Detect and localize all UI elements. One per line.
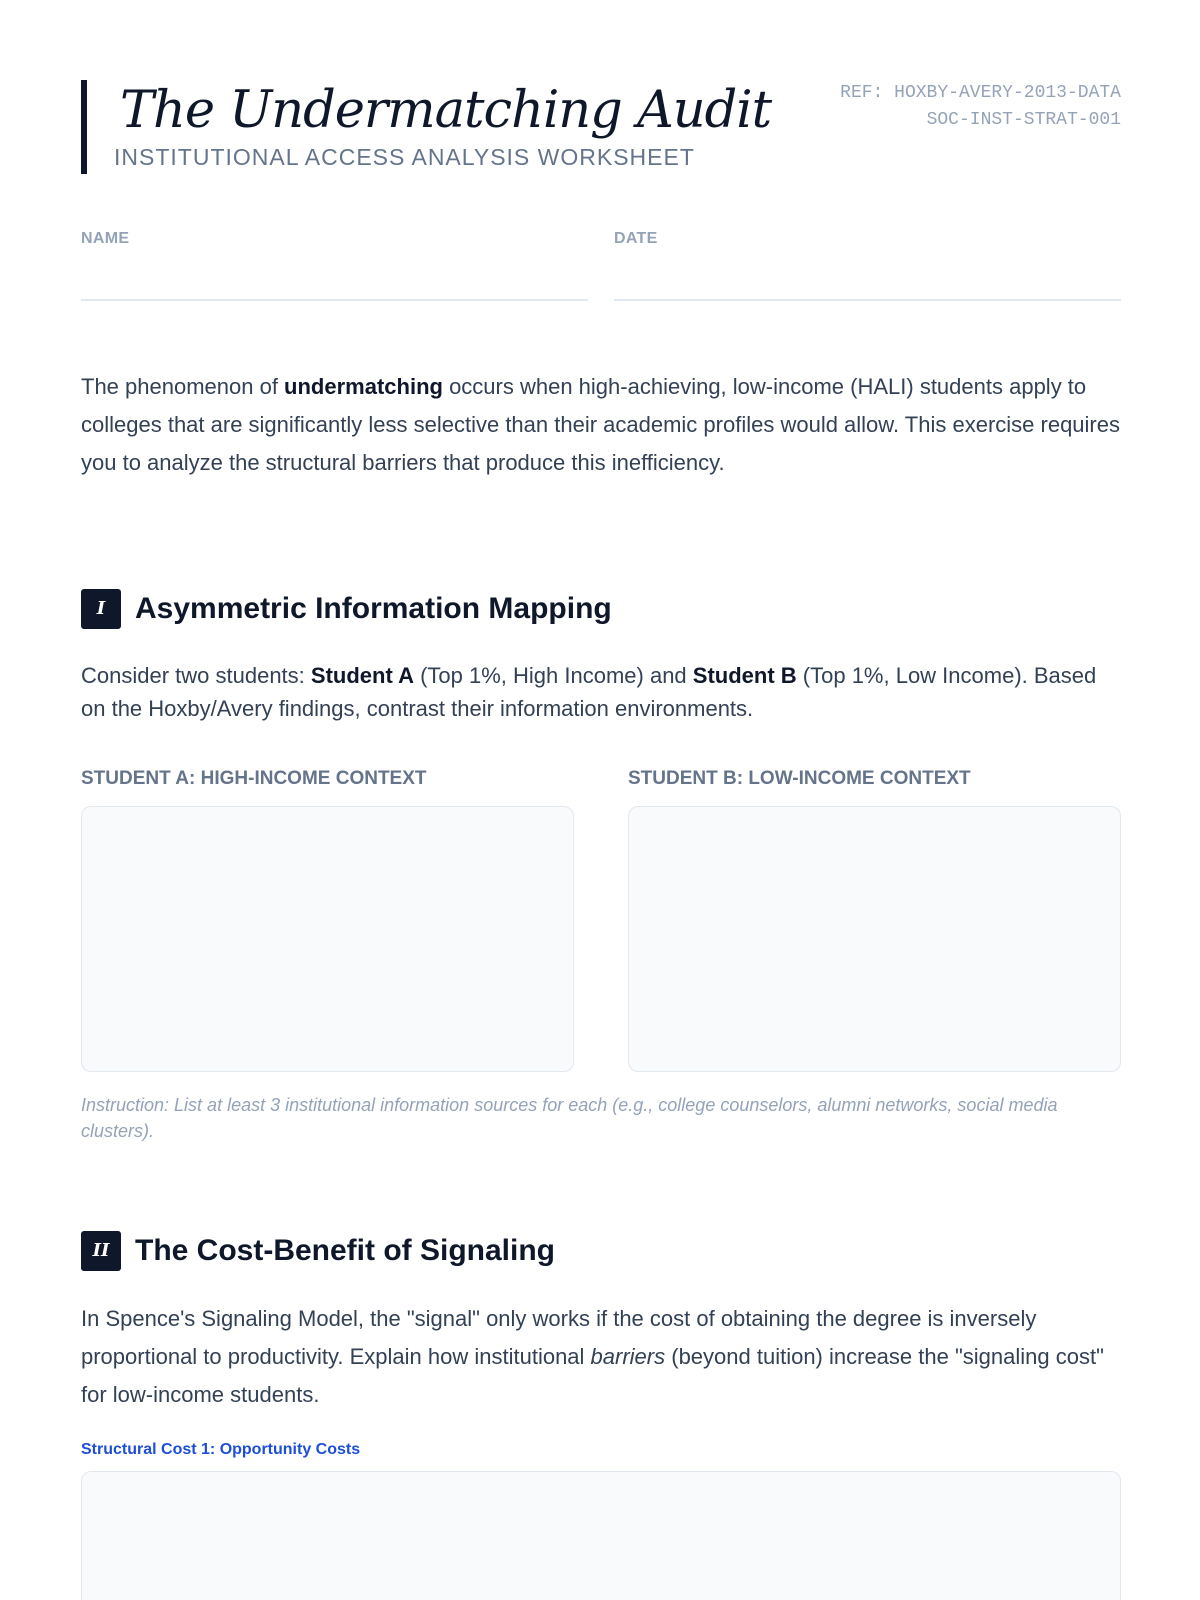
intro-paragraph [81, 368, 1121, 482]
intro-text-2: occurs when high-achieving, low-income (HALI) students apply to colleges that are significantly less selective than their academic profiles would allow. This exercise requires you to analyze the structural barriers that produce this inefficiency. [81, 374, 1120, 475]
date-field-label: DATE [614, 230, 658, 247]
section-2-title: The Cost-Benefit of Signaling [135, 1234, 555, 1267]
student-a-answer-box[interactable] [81, 806, 574, 1072]
section-1-title: Asymmetric Information Mapping [135, 592, 612, 625]
structural-cost-1-answer-box[interactable] [81, 1471, 1121, 1600]
worksheet-subtitle: INSTITUTIONAL ACCESS ANALYSIS WORKSHEET [114, 144, 695, 170]
student-info-fields [81, 229, 1121, 301]
section-2-numeral: II [81, 1231, 121, 1271]
student-b-name: Student B [692, 663, 797, 688]
worksheet-page [81, 80, 1121, 1458]
student-b-column-label: STUDENT B: LOW-INCOME CONTEXT [628, 768, 971, 789]
name-field[interactable] [81, 229, 588, 301]
section-1-prompt [81, 659, 1121, 725]
student-a-column-label: STUDENT A: HIGH-INCOME CONTEXT [81, 768, 427, 789]
intro-text-1: The phenomenon of [81, 374, 285, 399]
reference-code-line-1: REF: HOXBY-AVERY-2013-DATA [840, 83, 1121, 103]
worksheet-header [81, 80, 1121, 174]
date-field[interactable] [614, 229, 1121, 301]
student-b-answer-box[interactable] [628, 806, 1121, 1072]
section-2-prompt-text-2: (beyond tuition) increase the "signaling cost" for low-income students. [81, 1344, 1104, 1407]
section-2-prompt-emphasis: barriers [590, 1344, 666, 1369]
reference-codes [840, 80, 1121, 134]
section-1-prompt-text-2: (Top 1%, High Income) and [413, 663, 693, 688]
reference-code-line-2: SOC-INST-STRAT-001 [926, 110, 1121, 130]
section-1-prompt-text-1: Consider two students: [81, 663, 311, 688]
student-a-name: Student A [310, 663, 414, 688]
section-1-instruction: Instruction: List at least 3 institutional information sources for each (e.g., college counselors, alumni networks, social media clusters). [81, 1095, 1058, 1141]
worksheet-title: The Undermatching Audit [120, 81, 772, 140]
section-1-prompt-text-3: (Top 1%, Low Income). Based on the Hoxby/Avery findings, contrast their information environments. [81, 663, 1097, 721]
header-accent-bar [81, 80, 87, 174]
section-2-prompt [81, 1300, 1121, 1414]
section-2-heading [81, 1231, 1121, 1271]
name-field-label: NAME [81, 230, 130, 247]
section-1-numeral: I [81, 589, 121, 629]
section-1-heading [81, 589, 1121, 629]
structural-cost-1-label: Structural Cost 1: Opportunity Costs [81, 1441, 361, 1458]
intro-keyword: undermatching [284, 374, 443, 399]
section-2-prompt-text-1: In Spence's Signaling Model, the "signal" only works if the cost of obtaining the degree is inversely proportional to productivity. Explain how institutional [81, 1306, 1037, 1369]
